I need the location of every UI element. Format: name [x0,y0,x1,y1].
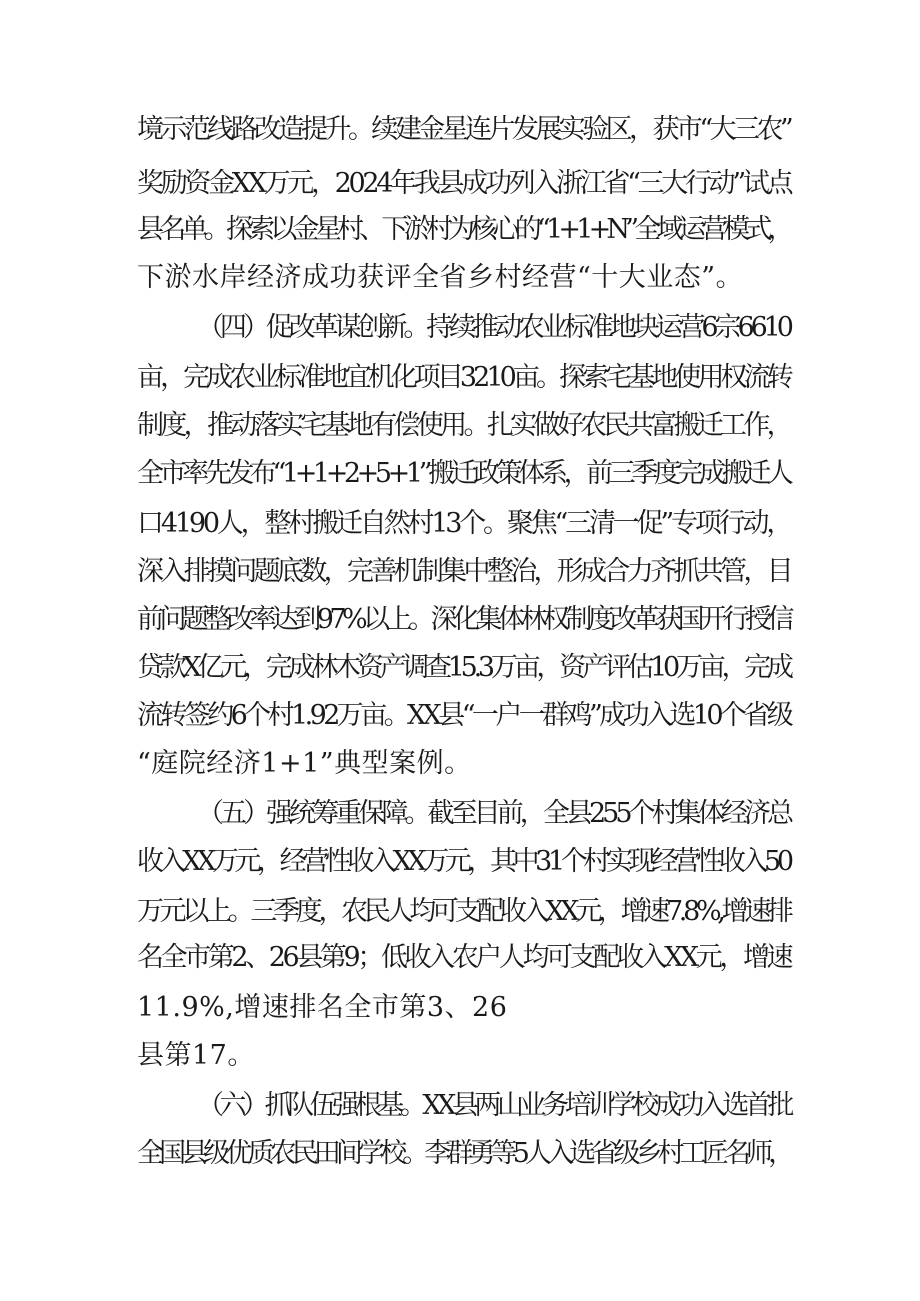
text-line: 奖励资金XX万元，2024年我县成功列入浙江省“三大行动”试点 [137,168,791,199]
text-line: 口4190人，整村搬迁自然村13个。聚焦“三清一促”专项行动， [137,508,791,539]
text-line: 流转签约6个村1.92万亩。XX县“一户一群鸡”成功入选10个省级 [137,700,791,731]
text-line: 11.9%,增速排名全市第3、26 [137,992,508,1023]
text-line: 深入排摸问题底数，完善机制集中整治，形成合力齐抓共管，目 [137,556,790,587]
text-line: 名全市第2、26县第9；低收入农户人均可支配收入XX元，增速 [137,942,791,973]
text-line: 下淤水岸经济成功获评全省乡村经营“十大业态”。 [137,262,744,293]
text-line: 县名单。探索以金星村、下淤村为核心的“1+1+N”全域运营模式， [137,214,790,245]
text-line: “庭院经济1+1”典型案例。 [137,748,472,779]
text-line: 万元以上。三季度，农民人均可支配收入XX元，增速7.8%,增速排 [137,896,790,927]
text-line: 县第17。 [137,1040,255,1071]
text-line: 制度，推动落实宅基地有偿使用。扎实做好农民共富搬迁工作， [137,410,790,441]
text-line: 全市率先发布“1+1+2+5+1”搬迁政策体系，前三季度完成搬迁人 [137,458,790,489]
text-line: 前问题整改率达到97%以上。深化集体林权制度改革获国开行授信 [137,604,791,635]
paragraph-heading-5: （五）强统筹重保障。截至目前，全县255个村集体经济总 [197,798,791,829]
paragraph-heading-6: （六）抓队伍强根基。XX县两山业务培训学校成功入选首批 [197,1090,790,1121]
text-line: 亩，完成农业标准地宜机化项目3210亩。探索宅基地使用权流转 [137,362,790,393]
text-line: 收入XX万元，经营性收入XX万元，其中31个村实现经营性收入50 [137,846,790,877]
text-line: 贷款X亿元，完成林木资产调查15.3万亩，资产评估10万亩，完成 [137,652,790,683]
text-line: 境示范线路改造提升。续建金星连片发展实验区，获市“大三农” [137,114,791,145]
paragraph-heading-4: （四）促改革谋创新。持续推动农业标准地块运营6宗6610 [197,312,790,343]
text-line: 全国县级优质农民田间学校。李群勇等5人入选省级乡村工匠名师， [137,1138,791,1169]
